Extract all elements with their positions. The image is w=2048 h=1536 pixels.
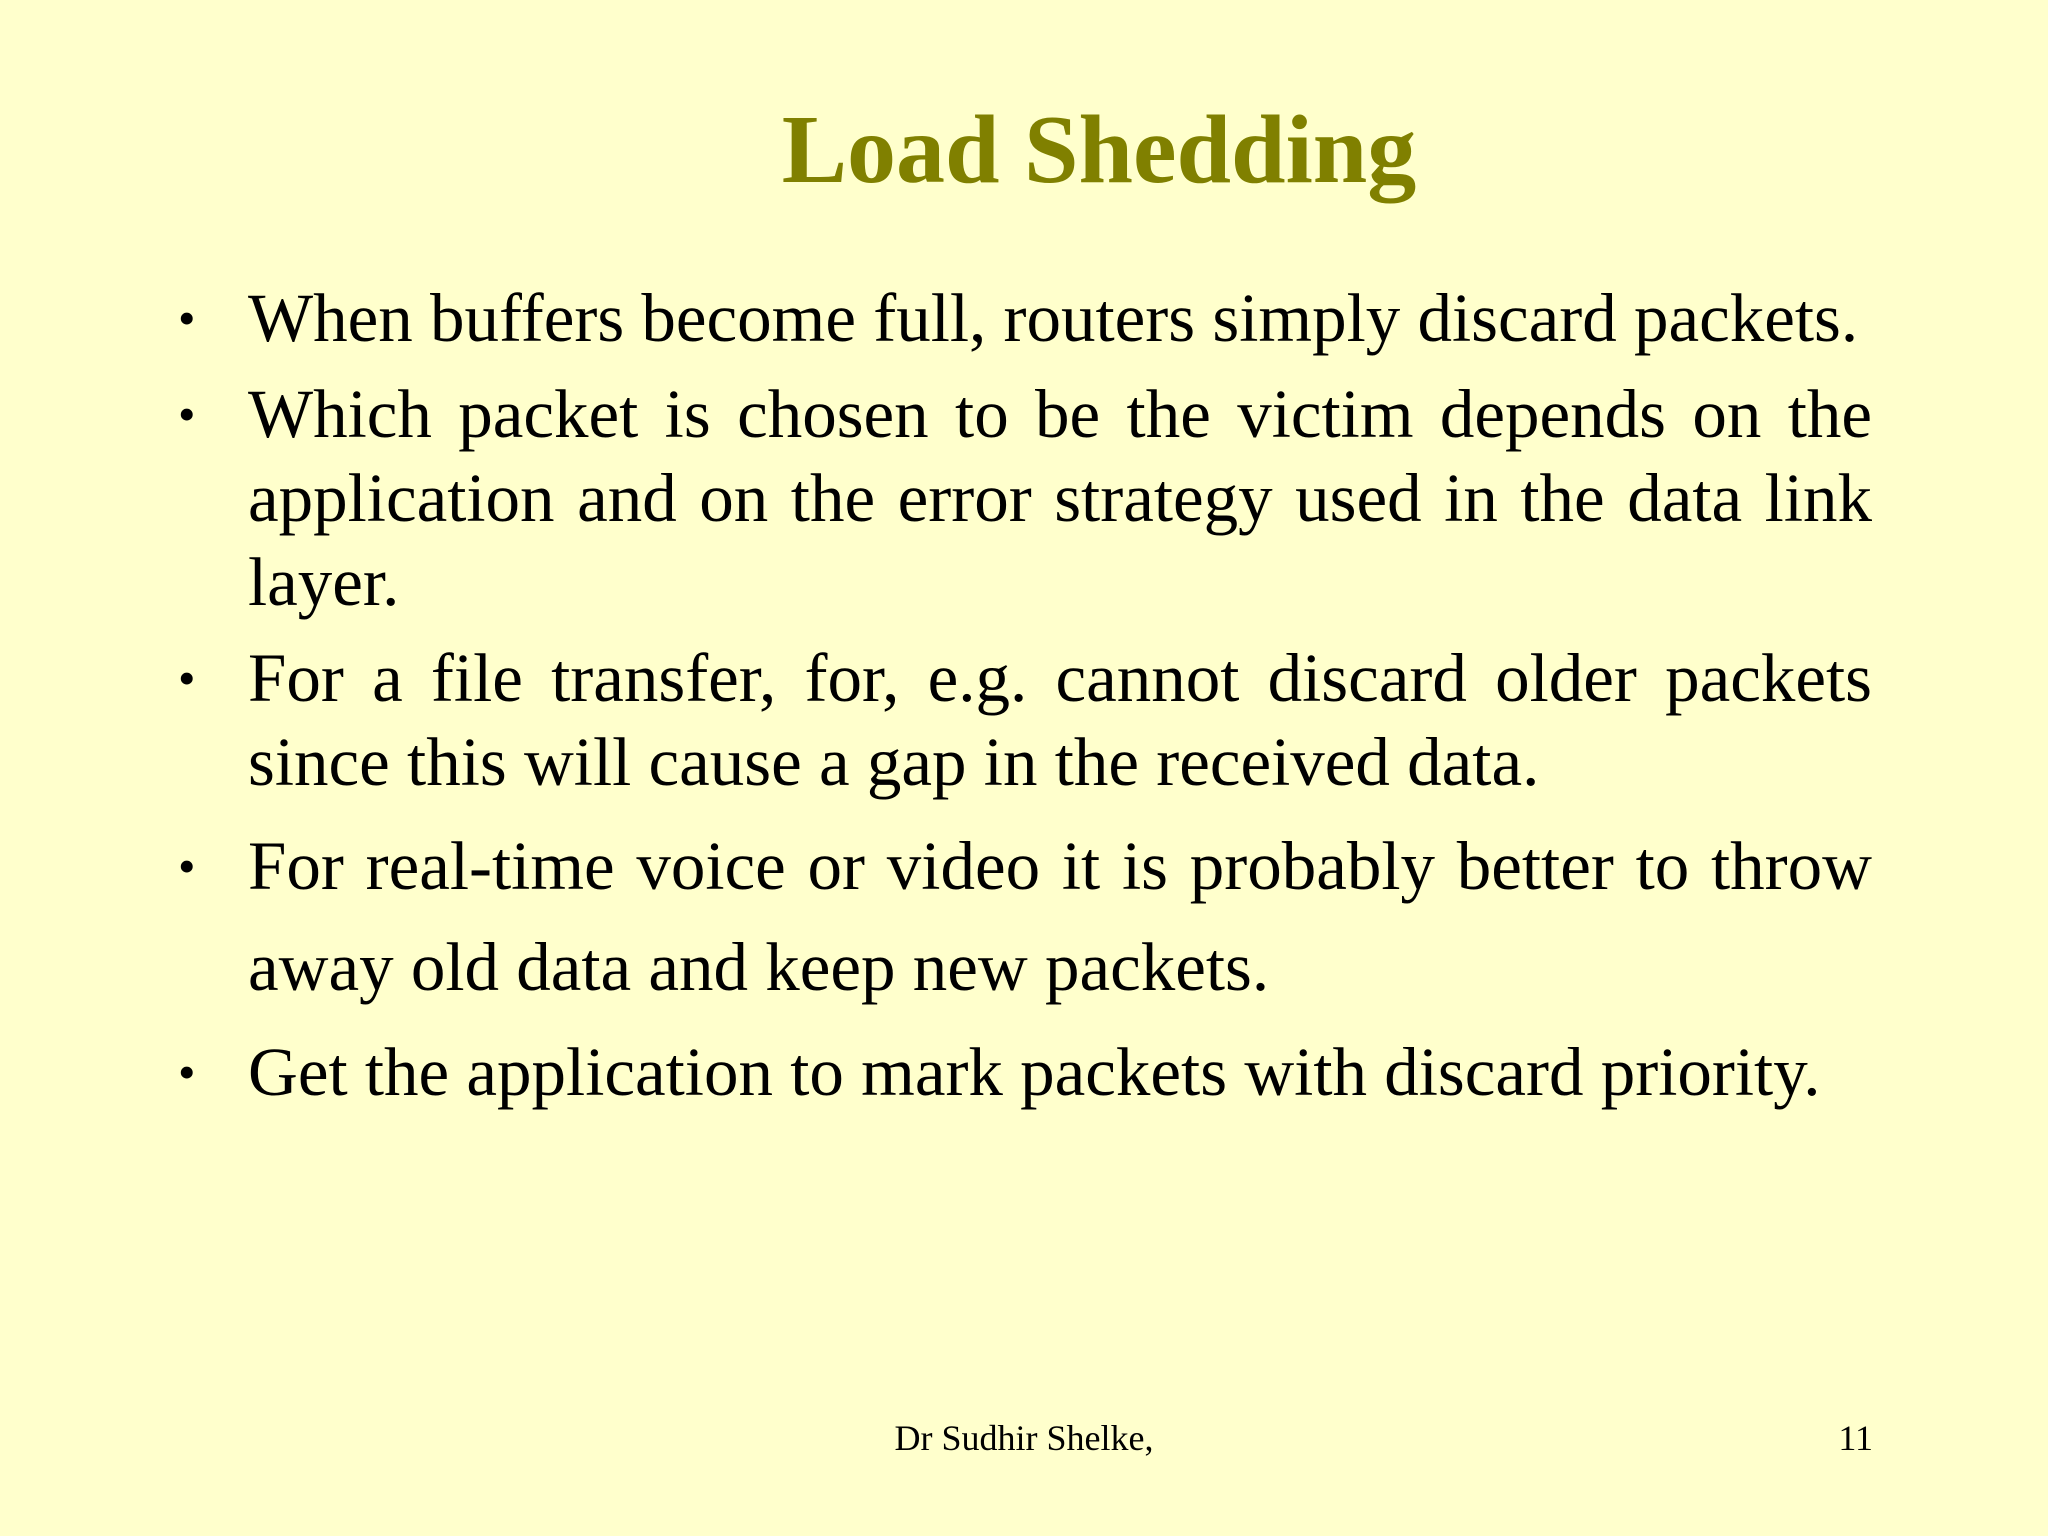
bullet-text: Get the application to mark packets with discard priority.: [248, 1034, 1821, 1110]
bullet-text: When buffers become full, routers simply discard packets.: [248, 280, 1859, 356]
bullet-item: [170, 372, 1872, 624]
footer-author: Dr Sudhir Shelke,: [894, 1418, 1154, 1458]
bullet-list: [170, 276, 1872, 1126]
bullet-item: [170, 816, 1872, 1018]
bullet-dot-icon: •: [178, 1044, 196, 1100]
bullet-item: [170, 276, 1872, 360]
bullet-text: Which packet is chosen to be the victim depends on the application and on the error strategy used in the data link layer.: [248, 376, 1872, 620]
slide-title: Load Shedding: [781, 96, 1417, 204]
page-number: 11: [1838, 1418, 1873, 1458]
bullet-item: [170, 636, 1872, 804]
bullet-text: For a file transfer, for, e.g. cannot discard older packets since this will cause a gap in the received data.: [248, 640, 1872, 800]
bullet-text: For real-time voice or video it is probably better to throw away old data and keep new packets.: [248, 828, 1872, 1005]
bullet-dot-icon: •: [178, 386, 196, 442]
bullet-dot-icon: •: [178, 838, 196, 894]
bullet-item: [170, 1030, 1872, 1114]
bullet-dot-icon: •: [178, 290, 196, 346]
bullet-dot-icon: •: [178, 650, 196, 706]
